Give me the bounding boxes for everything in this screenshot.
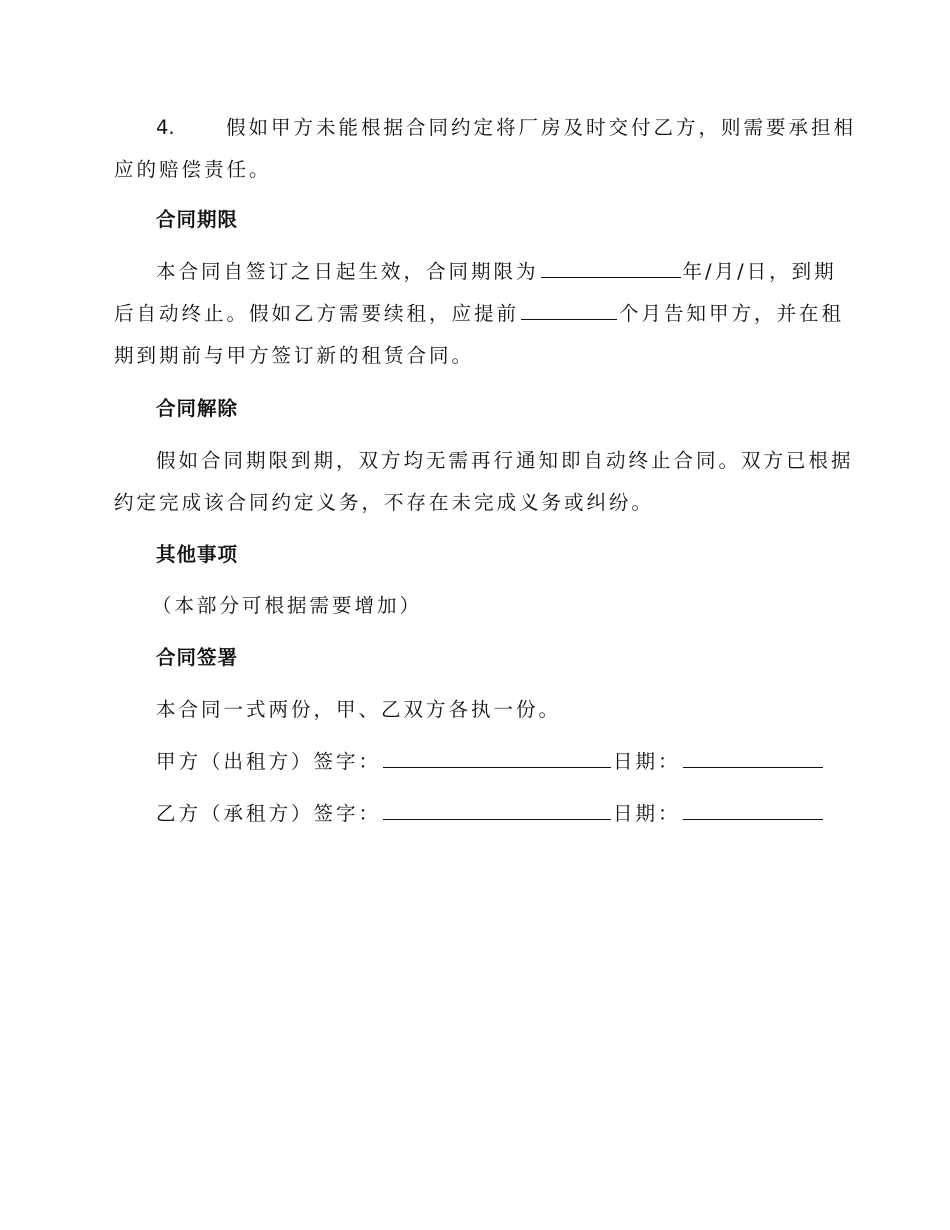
- party-a-date-label: 日期：: [613, 750, 681, 773]
- term-line-1a: 本合同自签订之日起生效，合同期限为: [156, 260, 539, 283]
- party-a-signature-blank[interactable]: [383, 748, 611, 768]
- party-b-date-label: 日期：: [613, 802, 681, 825]
- party-b-label: 乙方（承租方）签字：: [156, 802, 382, 825]
- term-paragraph: [114, 251, 845, 377]
- party-a-signature-row: [114, 741, 834, 783]
- other-note: （本部分可根据需要增加）: [152, 594, 423, 617]
- renewal-months-blank[interactable]: [521, 300, 617, 320]
- item-4-number: 4.: [156, 116, 175, 139]
- item-4-line-1: 假如甲方未能根据合同约定将厂房及时交付乙方，则需要承担相: [226, 116, 857, 139]
- signing-copies: 本合同一式两份，甲、乙双方各执一份。: [156, 698, 562, 721]
- term-line-2b: 个月告知甲方，并在租: [619, 302, 845, 325]
- other-heading: 其他事项: [156, 543, 239, 566]
- termination-paragraph: [114, 440, 854, 524]
- term-length-blank[interactable]: [541, 258, 681, 278]
- term-line-1b: 年/月/日，到期: [682, 260, 837, 283]
- party-b-signature-blank[interactable]: [383, 800, 611, 820]
- term-line-3: 期到期前与甲方签订新的租赁合同。: [114, 344, 475, 367]
- termination-line-2: 约定完成该合同约定义务，不存在未完成义务或纠纷。: [114, 491, 655, 514]
- termination-line-1: 假如合同期限到期，双方均无需再行通知即自动终止合同。双方已根据: [156, 449, 854, 472]
- term-line-2a: 后自动终止。假如乙方需要续租，应提前: [114, 302, 520, 325]
- term-heading: 合同期限: [156, 208, 239, 231]
- party-a-date-blank[interactable]: [683, 748, 823, 768]
- party-b-date-blank[interactable]: [683, 800, 823, 820]
- party-a-label: 甲方（出租方）签字：: [156, 750, 382, 773]
- item-4-paragraph: [114, 107, 857, 191]
- item-4-line-2: 应的赔偿责任。: [114, 158, 272, 181]
- party-b-signature-row: [114, 793, 834, 835]
- termination-heading: 合同解除: [156, 397, 239, 420]
- signing-heading: 合同签署: [156, 646, 239, 669]
